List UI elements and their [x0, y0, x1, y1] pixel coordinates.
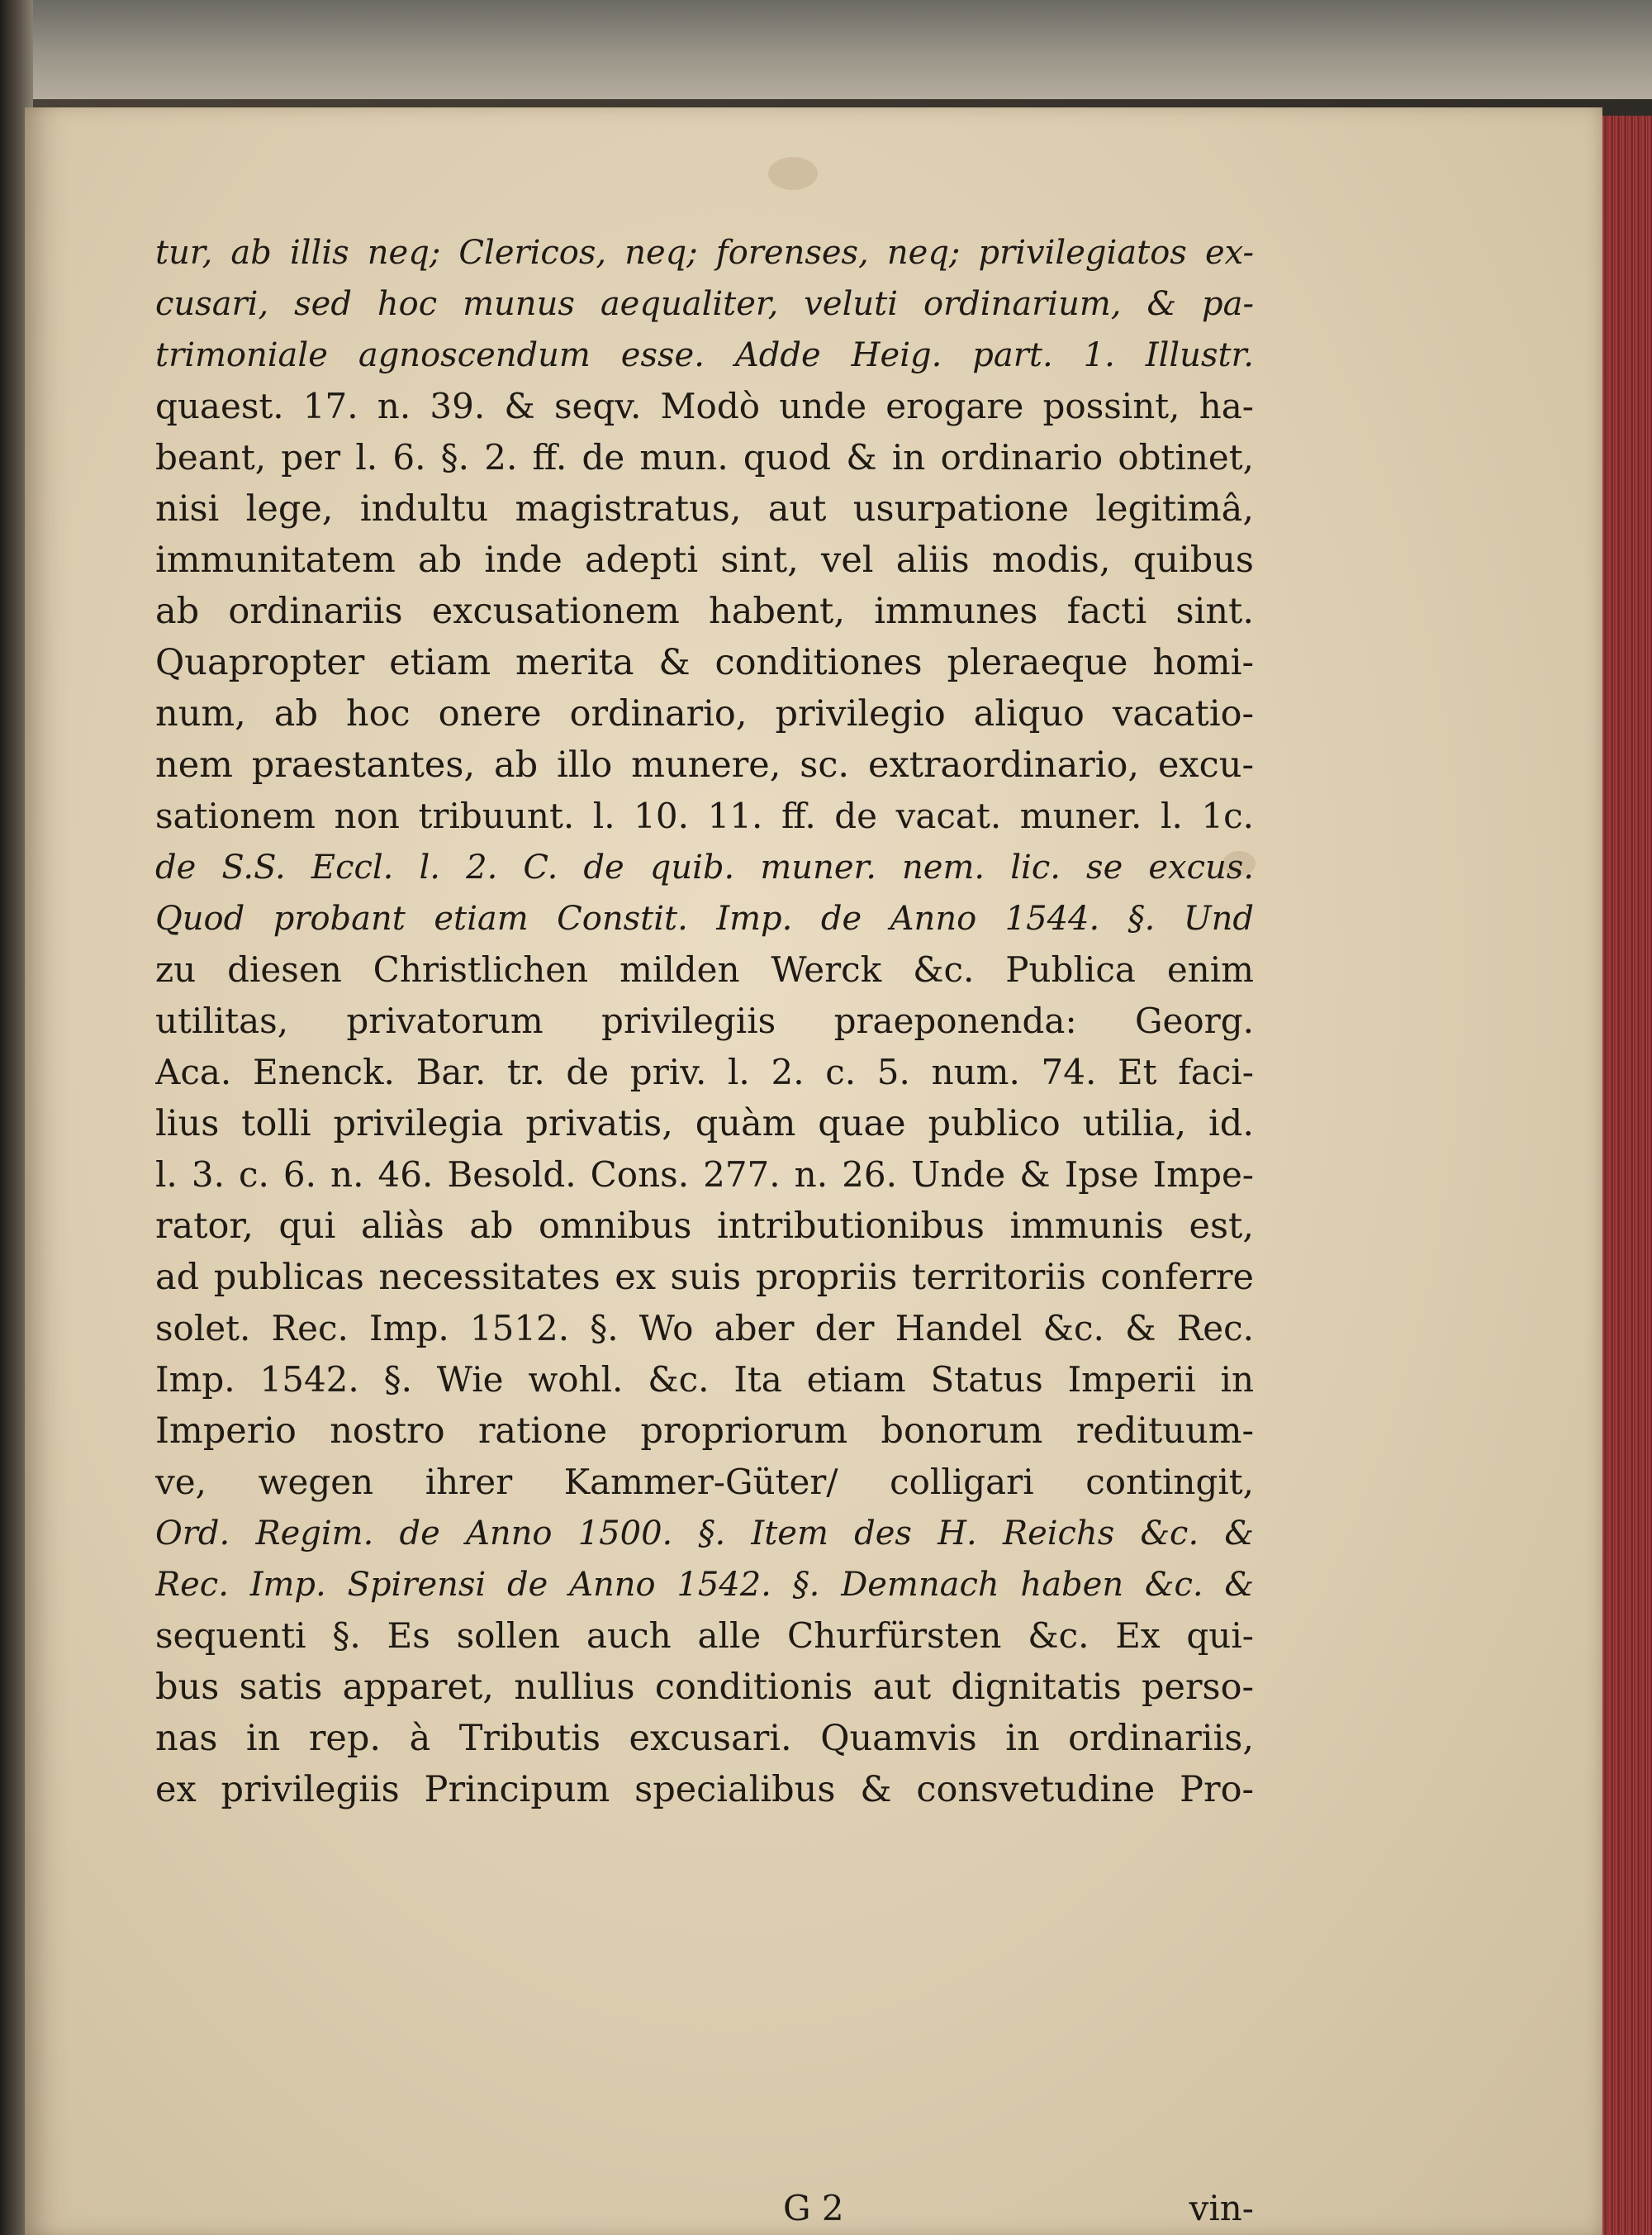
- text-line: l. 3. c. 6. n. 46. Besold. Cons. 277. n. 26. Unde & Ipse Impe-: [155, 1154, 1254, 1195]
- text-block: [155, 227, 1254, 1815]
- text-line: tur, ab illis neq; Clericos, neq; forenses, neq; privilegiatos ex-: [155, 234, 1254, 272]
- text-line: sationem non tribuunt. l. 10. 11. ff. de vacat. muner. l. 1c.: [155, 796, 1254, 836]
- text-line: rator, qui aliàs ab omnibus intributionibus immunis est,: [155, 1205, 1254, 1247]
- text-line: Aca. Enenck. Bar. tr. de priv. l. 2. c. 5. num. 74. Et faci-: [155, 1052, 1254, 1092]
- text-line: cusari, sed hoc munus aequaliter, veluti ordinarium, & pa-: [155, 285, 1254, 323]
- text-line: Imp. 1542. §. Wie wohl. &c. Ita etiam Status Imperii in: [155, 1359, 1254, 1400]
- text-line: lius tolli privilegia privatis, quàm quae publico utilia, id.: [155, 1103, 1254, 1144]
- paper-stain: [768, 157, 818, 190]
- page-footer: [155, 2188, 1254, 2234]
- text-line: Ord. Regim. de Anno 1500. §. Item des H. Reichs &c. &: [155, 1515, 1254, 1553]
- text-line: quaest. 17. n. 39. & seqv. Modò unde erogare possint, ha-: [155, 386, 1254, 426]
- page-edges: [1594, 116, 1652, 2235]
- text-line: beant, per l. 6. §. 2. ff. de mun. quod & in ordinario obtinet,: [155, 437, 1254, 478]
- text-line: ad publicas necessitates ex suis propriis territoriis conferre: [155, 1257, 1254, 1298]
- text-line: sequenti §. Es sollen auch alle Churfürsten &c. Ex qui-: [155, 1615, 1254, 1656]
- text-line: ve, wegen ihrer Kammer-Güter/ colligari contingit,: [155, 1462, 1254, 1502]
- text-line: Imperio nostro ratione propriorum bonorum redituum-: [155, 1410, 1254, 1452]
- text-line: nas in rep. à Tributis excusari. Quamvis in ordinariis,: [155, 1718, 1254, 1759]
- text-line: solet. Rec. Imp. 1512. §. Wo aber der Handel &c. & Rec.: [155, 1308, 1254, 1348]
- text-line: immunitatem ab inde adepti sint, vel aliis modis, quibus: [155, 540, 1254, 581]
- book-cover-top: [0, 0, 1652, 99]
- text-line: ab ordinariis excusationem habent, immunes facti sint.: [155, 591, 1254, 632]
- text-line: ex privilegiis Principum specialibus & consvetudine Pro-: [155, 1769, 1254, 1810]
- text-line: trimoniale agnoscendum esse. Adde Heig. part. 1. Illustr.: [155, 336, 1254, 374]
- text-line: Quod probant etiam Constit. Imp. de Anno 1544. §. Und: [155, 900, 1254, 938]
- text-line: utilitas, privatorum privilegiis praeponenda: Georg.: [155, 1001, 1254, 1041]
- text-line: num, ab hoc onere ordinario, privilegio aliquo vacatio-: [155, 693, 1254, 735]
- text-line: Rec. Imp. Spirensi de Anno 1542. §. Demnach haben &c. &: [155, 1566, 1254, 1604]
- text-line: Quapropter etiam merita & conditiones pleraeque homi-: [155, 642, 1254, 683]
- text-line: nem praestantes, ab illo munere, sc. extraordinario, excu-: [155, 744, 1254, 786]
- text-line: zu diesen Christlichen milden Werck &c. Publica enim: [155, 949, 1254, 990]
- signature-mark: G 2: [783, 2188, 844, 2228]
- catchword: vin-: [1189, 2188, 1254, 2228]
- text-line: de S.S. Eccl. l. 2. C. de quib. muner. nem. lic. se excus.: [155, 849, 1254, 887]
- text-line: bus satis apparet, nullius conditionis aut dignitatis perso-: [155, 1667, 1254, 1708]
- text-line: nisi lege, indultu magistratus, aut usurpatione legitimâ,: [155, 488, 1254, 530]
